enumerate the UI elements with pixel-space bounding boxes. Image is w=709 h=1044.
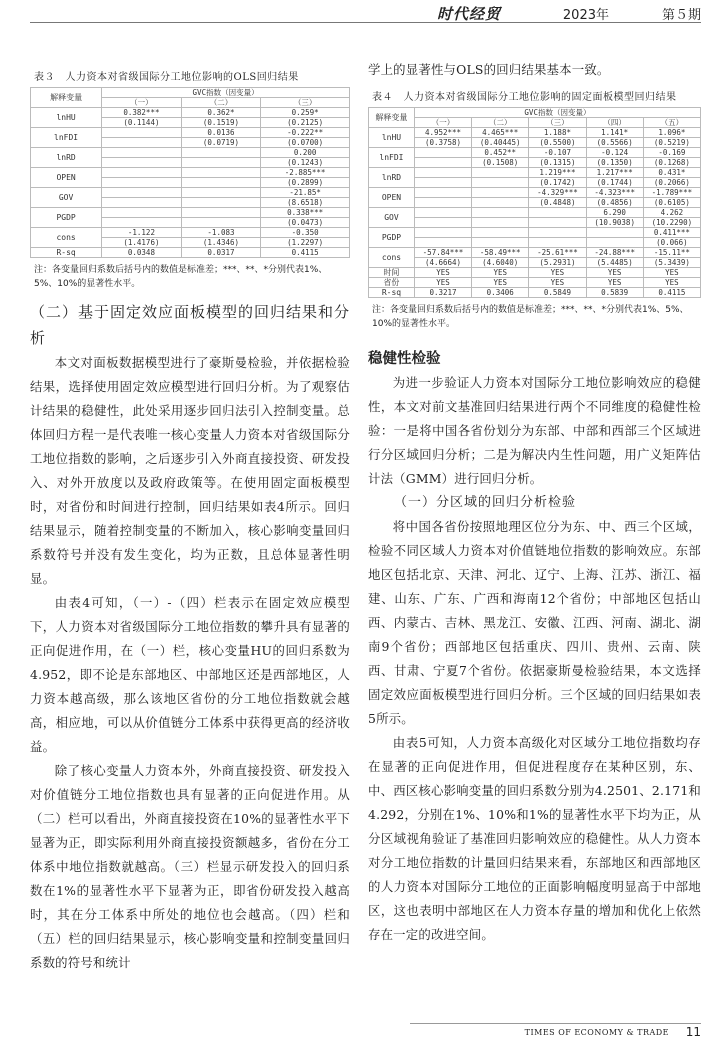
coef-cell: 4.465*** [472, 128, 529, 138]
issue-year: 2023年 [562, 8, 609, 23]
right-paragraph-3: 由表5可知，人力资本高级化对区域分工地位指数均存在显著的正向促进作用，但促进程度存在某种区别，东、中、西区核心影响变量的回归系数分别为4.2501、2.171和4.292，分别在1%、10%和1%的显著性水平下均为正，从分区域视角验证了基准回归影响效应的稳健性。从人力资本对分工地位指数的计量回归结果来看，东部地区和西部地区的人力资本对国际分工地位的正面影响幅度明显高于中部地区，这也表明中部地区在人力资本存量的增加和优化上依然存在一定的改进空间。 [368, 735, 701, 942]
table-row [369, 238, 701, 248]
value-cell: 0.3406 [472, 288, 529, 298]
coef-cell: 0.362* [181, 108, 261, 118]
row-label: 省份 [369, 278, 415, 288]
coef-cell: -4.329*** [529, 188, 586, 198]
table-row [369, 278, 701, 288]
se-cell: (0.5500) [529, 138, 586, 148]
se-cell: (4.6040) [472, 258, 529, 268]
value-cell: YES [643, 268, 700, 278]
coef-cell [472, 168, 529, 178]
coef-cell [102, 208, 182, 218]
coef-cell: -0.124 [586, 148, 643, 158]
se-cell [102, 158, 182, 168]
left-paragraph-1: 本文对面板数据模型进行了豪斯曼检验，并依据检验结果，选择使用固定效应模型进行回归分析。为了观察估计结果的稳健性，此处采用逐步回归法引入控制变量。总体回归方程一是代表唯一核心变量人力资本对省级国际分工地位指数的影响，之后逐步引入外商直接投资、研发投入、对外开放度以及政府政策等。在使用固定面板模型时，对省份和时间进行控制，回归结果如表4所示。回归结果显示，随着控制变量的不断加入，核心影响变量回归系数符号并没有发生变化，均为正数，且总体显著性明显。 [30, 355, 350, 586]
coef-cell: -0.169 [643, 148, 700, 158]
coef-cell [414, 208, 471, 218]
coef-cell: 1.188* [529, 128, 586, 138]
coef-cell: 0.338*** [261, 208, 350, 218]
row-label: 时间 [369, 268, 415, 278]
row-label: GOV [31, 188, 102, 208]
row-label: R-sq [31, 248, 102, 258]
se-cell: (5.4485) [586, 258, 643, 268]
table-row [31, 148, 350, 158]
row-label: R-sq [369, 288, 415, 298]
row-label: cons [31, 228, 102, 248]
footer-rule [410, 1023, 701, 1024]
se-cell: (0.1519) [181, 118, 261, 128]
se-cell: (0.0700) [261, 138, 350, 148]
coef-cell [586, 228, 643, 238]
coef-cell [181, 208, 261, 218]
table3-note: 注：各变量回归系数后括号内的数值是标准差；***、**、*分别代表1%、5%、10%的显著性水平。 [34, 265, 328, 289]
table-row [369, 248, 701, 258]
se-cell: (5.2931) [529, 258, 586, 268]
row-label: OPEN [31, 168, 102, 188]
table-row [31, 128, 350, 138]
coef-cell: 0.452** [472, 148, 529, 158]
se-cell: (10.2290) [643, 218, 700, 228]
section-heading-regional: （一）分区域的回归分析检验 [394, 495, 577, 510]
se-cell [414, 238, 471, 248]
right-paragraph-0: 学上的显著性与OLS的回归结果基本一致。 [368, 62, 610, 77]
row-label: OPEN [369, 188, 415, 208]
left-paragraph-2: 由表4可知，（一）-（四）栏表示在固定效应模型下，人力资本对省级国际分工地位指数的攀升具有显著的正向促进作用，在（一）栏，核心变量HU的回归系数为4.952，即不论是东部地区、中部地区还是西部地区，人力资本越高级，那么该地区省份的分工地位指数就会越高，相应地，可以从价值链分工体系中获得更高的经济收益。 [30, 595, 350, 754]
table-row [369, 138, 701, 148]
row-label: lnFDI [369, 148, 415, 168]
right-paragraph-2: 将中国各省份按照地理区位分为东、中、西三个区域，检验不同区域人力资本对价值链地位指数的影响效应。东部地区包括北京、天津、河北、辽宁、上海、江苏、浙江、福建、山东、广东、广西和海南12个省份；中部地区包括山西、内蒙古、吉林、黑龙江、安徽、江西、河南、湖北、湖南9个省份；西部地区包括重庆、四川、贵州、云南、陕西、甘肃、宁夏7个省份。依据豪斯曼检验结果，本文选择固定效应面板模型进行回归分析。三个区域的回归结果如表5所示。 [368, 519, 701, 726]
coef-cell: -1.083 [181, 228, 261, 238]
se-cell [472, 178, 529, 188]
coef-cell: 4.952*** [414, 128, 471, 138]
value-cell: YES [472, 278, 529, 288]
coef-cell: -25.61*** [529, 248, 586, 258]
coef-cell: -58.49*** [472, 248, 529, 258]
column-header: （四） [586, 118, 643, 128]
se-cell [102, 178, 182, 188]
row-label: lnFDI [31, 128, 102, 148]
se-cell [472, 218, 529, 228]
coef-cell: 0.200 [261, 148, 350, 158]
se-cell: (0.40445) [472, 138, 529, 148]
section-heading-robustness: 稳健性检验 [368, 351, 441, 367]
table-row [369, 258, 701, 268]
page-header [0, 0, 709, 24]
table-row [31, 108, 350, 118]
coef-cell: -0.107 [529, 148, 586, 158]
page-footer [0, 1023, 709, 1043]
page-number: 11 [685, 1025, 701, 1039]
se-cell: (5.3439) [643, 258, 700, 268]
table4-caption: 表４ 人力资本对省级国际分工地位影响的固定面板模型回归结果 [372, 92, 677, 103]
se-cell [529, 238, 586, 248]
se-cell [102, 138, 182, 148]
se-cell: (8.6518) [261, 198, 350, 208]
coef-cell: 0.382*** [102, 108, 182, 118]
se-cell [181, 198, 261, 208]
se-cell [414, 178, 471, 188]
table-row [369, 188, 701, 198]
row-label: lnHU [369, 128, 415, 148]
se-cell [472, 238, 529, 248]
coef-cell [181, 148, 261, 158]
se-cell: (0.5566) [586, 138, 643, 148]
row-label: PGDP [31, 208, 102, 228]
value-cell: 0.5839 [586, 288, 643, 298]
coef-cell [472, 188, 529, 198]
section-heading-fixed-effects: （二）基于固定效应面板模型的回归结果和分析 [30, 303, 351, 347]
coef-cell [102, 168, 182, 178]
se-cell: (1.4346) [181, 238, 261, 248]
column-header: （三） [261, 98, 350, 108]
table-row [369, 288, 701, 298]
coef-cell: -21.85* [261, 188, 350, 198]
coef-cell [414, 148, 471, 158]
footer-journal: TIMES OF ECONOMY & TRADE [524, 1028, 669, 1037]
row-label: lnRD [31, 148, 102, 168]
se-cell [181, 158, 261, 168]
table-row [369, 168, 701, 178]
column-header: （三） [529, 118, 586, 128]
table-row [31, 248, 350, 258]
coef-cell: -24.88*** [586, 248, 643, 258]
coef-cell [472, 228, 529, 238]
se-cell [529, 218, 586, 228]
coef-cell: -2.885*** [261, 168, 350, 178]
coef-cell: -1.122 [102, 228, 182, 238]
table3 [30, 87, 350, 258]
coef-cell [414, 228, 471, 238]
se-cell: (1.2297) [261, 238, 350, 248]
se-cell: (0.2899) [261, 178, 350, 188]
table4-head-var: 解释变量 [369, 108, 415, 128]
coef-cell: -57.84*** [414, 248, 471, 258]
coef-cell: 0.411*** [643, 228, 700, 238]
value-cell: 0.4115 [643, 288, 700, 298]
coef-cell: 1.217*** [586, 168, 643, 178]
right-paragraph-1: 为进一步验证人力资本对国际分工地位影响效应的稳健性，本文对前文基准回归结果进行两个不同维度的稳健性检验：一是将中国各省份划分为东部、中部和西部三个区域进行分区域回归分析；二是为解决内生性问题，用广义矩阵估计法（GMM）进行回归分析。 [368, 375, 701, 486]
table-row [369, 178, 701, 188]
table-row [369, 218, 701, 228]
value-cell: YES [529, 268, 586, 278]
value-cell: YES [586, 268, 643, 278]
table-row [369, 128, 701, 138]
column-header: （一） [414, 118, 471, 128]
se-cell [586, 238, 643, 248]
se-cell [102, 218, 182, 228]
row-label: GOV [369, 208, 415, 228]
table4 [368, 107, 701, 298]
issue-number: 第５期 [661, 8, 701, 23]
coef-cell [102, 148, 182, 158]
value-cell: YES [414, 278, 471, 288]
coef-cell: 0.431* [643, 168, 700, 178]
se-cell: (0.0473) [261, 218, 350, 228]
coef-cell [472, 208, 529, 218]
coef-cell: 1.141* [586, 128, 643, 138]
table-row [369, 228, 701, 238]
se-cell: (0.4848) [529, 198, 586, 208]
table3-head-group: GVC指数（因变量） [102, 88, 350, 98]
table-row [369, 208, 701, 218]
value-cell: 0.5849 [529, 288, 586, 298]
value-cell: YES [414, 268, 471, 278]
se-cell [102, 198, 182, 208]
column-header: （一） [102, 98, 182, 108]
row-label: PGDP [369, 228, 415, 248]
se-cell: (0.4856) [586, 198, 643, 208]
table-row [369, 148, 701, 158]
table-row [369, 198, 701, 208]
se-cell: (0.6105) [643, 198, 700, 208]
value-cell: YES [529, 278, 586, 288]
se-cell [414, 158, 471, 168]
table-row [369, 158, 701, 168]
header-rule [30, 22, 701, 23]
value-cell: 0.4115 [261, 248, 350, 258]
value-cell: YES [643, 278, 700, 288]
se-cell [414, 218, 471, 228]
table4-note: 注：各变量回归系数后括号内的数值是标准差；***、**、*分别代表1%、5%、10%的显著性水平。 [372, 305, 689, 329]
se-cell: (0.0719) [181, 138, 261, 148]
se-cell [181, 218, 261, 228]
coef-cell [102, 188, 182, 198]
coef-cell: 4.262 [643, 208, 700, 218]
row-label: lnHU [31, 108, 102, 128]
column-header: （二） [181, 98, 261, 108]
row-label: cons [369, 248, 415, 268]
se-cell [472, 198, 529, 208]
coef-cell: -0.350 [261, 228, 350, 238]
se-cell: (0.2125) [261, 118, 350, 128]
value-cell: 0.0348 [102, 248, 182, 258]
se-cell [414, 198, 471, 208]
se-cell: (0.1350) [586, 158, 643, 168]
se-cell: (0.1508) [472, 158, 529, 168]
se-cell: (0.066) [643, 238, 700, 248]
journal-name: 时代经贸 [436, 5, 501, 23]
se-cell: (0.1144) [102, 118, 182, 128]
se-cell: (4.6664) [414, 258, 471, 268]
se-cell: (0.1315) [529, 158, 586, 168]
table-row [31, 228, 350, 238]
coef-cell: 0.259* [261, 108, 350, 118]
coef-cell: 1.096* [643, 128, 700, 138]
se-cell: (0.1742) [529, 178, 586, 188]
se-cell: (1.4176) [102, 238, 182, 248]
coef-cell [414, 168, 471, 178]
value-cell: 0.3217 [414, 288, 471, 298]
column-header: （二） [472, 118, 529, 128]
table-row [31, 208, 350, 218]
se-cell: (0.5219) [643, 138, 700, 148]
value-cell: 0.0317 [181, 248, 261, 258]
row-label: lnRD [369, 168, 415, 188]
coef-cell [529, 208, 586, 218]
coef-cell: -1.789*** [643, 188, 700, 198]
table-row [369, 268, 701, 278]
coef-cell: 6.290 [586, 208, 643, 218]
table3-head-var: 解释变量 [31, 88, 102, 108]
coef-cell [181, 188, 261, 198]
se-cell: (0.1243) [261, 158, 350, 168]
coef-cell [529, 228, 586, 238]
coef-cell [102, 128, 182, 138]
table-row [31, 188, 350, 198]
se-cell: (0.3758) [414, 138, 471, 148]
se-cell: (0.1268) [643, 158, 700, 168]
se-cell: (0.1744) [586, 178, 643, 188]
coef-cell [181, 168, 261, 178]
se-cell: (10.9038) [586, 218, 643, 228]
coef-cell: -4.323*** [586, 188, 643, 198]
coef-cell: 0.0136 [181, 128, 261, 138]
coef-cell: -0.222** [261, 128, 350, 138]
table4-head-group: GVC指数（因变量） [414, 108, 700, 118]
table-row [31, 168, 350, 178]
column-header: （五） [643, 118, 700, 128]
se-cell [181, 178, 261, 188]
coef-cell: -15.11** [643, 248, 700, 258]
table3-caption: 表３ 人力资本对省级国际分工地位影响的OLS回归结果 [34, 72, 299, 83]
left-paragraph-3: 除了核心变量人力资本外，外商直接投资、研发投入对价值链分工地位指数也具有显著的正向促进作用。从（二）栏可以看出，外商直接投资在10%的显著性水平下显著为正，即实际利用外商直接投资额越多，省份在分工体系中地位指数就越高。（三）栏显示研发投入的回归系数在1%的显著性水平下显著为正，即省份研发投入越高时，其在分工体系中所处的地位也会越高。（四）栏和（五）栏的回归结果显示，核心影响变量和控制变量回归系数的符号和统计 [30, 763, 350, 970]
value-cell: YES [586, 278, 643, 288]
right-column [368, 36, 701, 947]
se-cell: (0.2066) [643, 178, 700, 188]
coef-cell [414, 188, 471, 198]
value-cell: YES [472, 268, 529, 278]
coef-cell: 1.219*** [529, 168, 586, 178]
left-column [30, 36, 350, 975]
